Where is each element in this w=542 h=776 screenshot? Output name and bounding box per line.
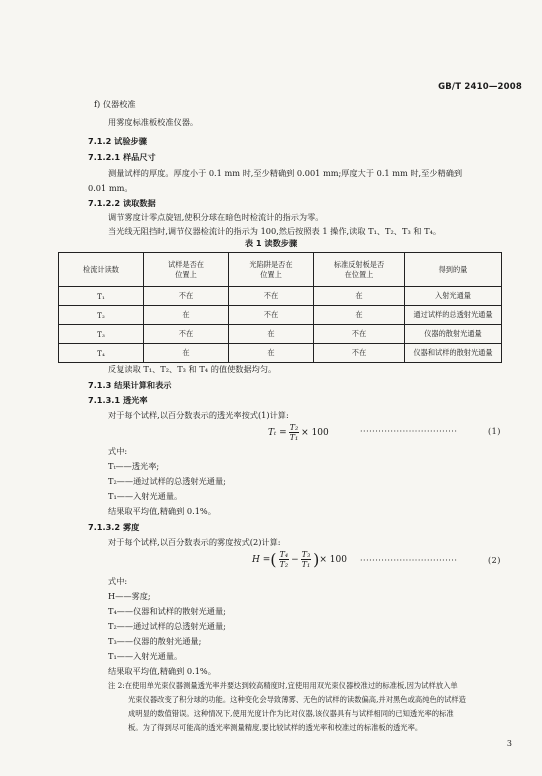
formula-1-denominator: T₁	[289, 433, 299, 442]
section-7-1-3-2-heading: 7.1.3.2 雾度	[88, 522, 140, 532]
table-header-cell: 试样是否在 位置上	[144, 253, 229, 287]
formula-2-a-numerator: T₄	[279, 550, 289, 559]
section-7-1-3-2-text: 对于每个试样,以百分数表示的雾度按式(2)计算:	[108, 537, 281, 547]
section-7-1-2-1-text-2: 0.01 mm。	[88, 183, 133, 193]
formula-2-close-paren-icon: )	[313, 549, 320, 569]
note-line-2: 光束仪器改变了积分球的功能。这种变化会导致薄雾、无色的试样的读数偏高,并对黑色或高纯色的试样造	[128, 695, 466, 704]
formula-1-rhs: × 100	[301, 427, 329, 438]
table-header-cell: 得到的量	[405, 253, 502, 287]
item-f-heading: f) 仪器校准	[94, 99, 136, 109]
note-line-4: 板。为了得到尽可能高的透光率测量精度,要比较试样的透光率和校准过的标准板的透光率。	[128, 723, 423, 732]
definition-t2-first: T₂——通过试样的总透射光通量;	[108, 476, 226, 486]
table-cell: 不在	[229, 287, 314, 306]
table-cell: 不在	[314, 344, 405, 363]
table-cell: 不在	[229, 306, 314, 325]
table-title: 表 1 读数步骤	[244, 238, 298, 248]
table-cell: T₂	[59, 306, 144, 325]
formula-1-number: (1)	[488, 427, 501, 436]
table-cell: 入射光通量	[405, 287, 502, 306]
definition-t4: T₄——仪器和试样的散射光通量;	[108, 606, 226, 616]
section-7-1-3-heading: 7.1.3 结果计算和表示	[88, 380, 172, 390]
table-cell: 仪器的散射光通量	[405, 325, 502, 344]
section-7-1-2-2-heading: 7.1.2.2 读取数据	[88, 198, 156, 208]
section-7-1-2-1-text-1: 测量试样的厚度。厚度小于 0.1 mm 时,至少精确到 0.001 mm;厚度大于 0.1 mm 时,至少精确到	[108, 168, 463, 178]
formula-2-b-numerator: T₃	[301, 550, 311, 559]
section-7-1-2-2-text-2: 当光线无阻挡时,调节仪器检流计的指示为 100,然后按照表 1 操作,读取 T₁、T₂、T₃ 和 T₄。	[108, 226, 442, 236]
definition-t1-first: T₁——入射光通量。	[108, 491, 183, 501]
standard-id: GB/T 2410—2008	[438, 82, 522, 92]
item-f-text: 用雾度标准板校准仪器。	[108, 117, 199, 127]
formula-2-number: (2)	[488, 556, 501, 565]
formula-1-leader: ································	[360, 427, 458, 436]
formula-2-b-denominator: T₁	[301, 560, 311, 569]
table-cell: T₃	[59, 325, 144, 344]
section-7-1-3-1-text: 对于每个试样,以百分数表示的透光率按式(1)计算:	[108, 410, 289, 420]
section-7-1-2-2-text-1: 调节雾度计零点旋钮,使积分球在暗色时检流计的指示为零。	[108, 212, 324, 222]
table-cell: 在	[229, 344, 314, 363]
table-cell: 在	[314, 287, 405, 306]
definition-t3: T₃——仪器的散射光通量;	[108, 636, 202, 646]
table-cell: 不在	[314, 325, 405, 344]
table-row	[59, 306, 502, 325]
table-cell: 不在	[144, 287, 229, 306]
definition-h: H——雾度;	[108, 591, 151, 601]
table-header-row	[59, 253, 502, 287]
formula-2-fraction-b	[301, 550, 312, 569]
table-cell: 通过试样的总透射光通量	[405, 306, 502, 325]
formula-2	[252, 550, 347, 569]
formula-1	[268, 423, 329, 442]
formula-2-leader: ································	[360, 556, 458, 565]
section-7-1-3-1-heading: 7.1.3.1 透光率	[88, 395, 148, 405]
table-cell: 仪器和试样的散射光通量	[405, 344, 502, 363]
table-cell: 不在	[144, 325, 229, 344]
formula-2-fraction-a	[279, 550, 290, 569]
formula-1-lhs: Tₜ =	[268, 427, 287, 438]
definition-t2-second: T₂——通过试样的总透射光通量;	[108, 621, 226, 631]
section-7-1-2-1-heading: 7.1.2.1 样品尺寸	[88, 152, 156, 162]
where-label-1: 式中:	[108, 446, 128, 456]
definition-t1-second: T₁——入射光通量。	[108, 651, 183, 661]
formula-2-lhs: H =	[252, 554, 271, 565]
table-row	[59, 344, 502, 363]
table-cell: 在	[314, 306, 405, 325]
table-header-cell: 检流计读数	[59, 253, 144, 287]
table-row	[59, 287, 502, 306]
formula-2-open-paren-icon: (	[270, 549, 277, 569]
formula-2-rhs: × 100	[319, 554, 347, 565]
result-precision-1: 结果取平均值,精确到 0.1%。	[108, 506, 216, 516]
page-number: 3	[506, 739, 512, 748]
table-header-cell: 光陷阱是否在 位置上	[229, 253, 314, 287]
table-cell: 在	[144, 344, 229, 363]
table-cell: 在	[229, 325, 314, 344]
table-cell: 在	[144, 306, 229, 325]
after-table-text: 反复读取 T₁、T₂、T₃ 和 T₄ 的值使数据均匀。	[108, 364, 277, 374]
definition-tt: Tₜ——透光率;	[108, 461, 160, 471]
table-row	[59, 325, 502, 344]
section-7-1-2-heading: 7.1.2 试验步骤	[88, 136, 147, 146]
table-cell: T₄	[59, 344, 144, 363]
table-header-cell: 标准反射板是否 在位置上	[314, 253, 405, 287]
formula-2-minus: −	[291, 554, 299, 565]
note-line-1: 注 2:在使用单光束仪器测量透光率并要达到较高精度时,宜使用用双光束仪器校准过的标准板,因为试样放入单	[108, 681, 458, 690]
table-cell: T₁	[59, 287, 144, 306]
formula-1-numerator: T₂	[289, 423, 299, 432]
formula-1-fraction	[289, 423, 300, 442]
where-label-2: 式中:	[108, 576, 128, 586]
note-line-3: 成明显的数值错误。这种情况下,使用光度计作为比对仪器,该仪器具有与试样相同的已知透光率的标准	[128, 709, 454, 718]
formula-2-a-denominator: T₂	[279, 560, 289, 569]
reading-steps-table	[58, 252, 502, 363]
result-precision-2: 结果取平均值,精确到 0.1%。	[108, 666, 216, 676]
